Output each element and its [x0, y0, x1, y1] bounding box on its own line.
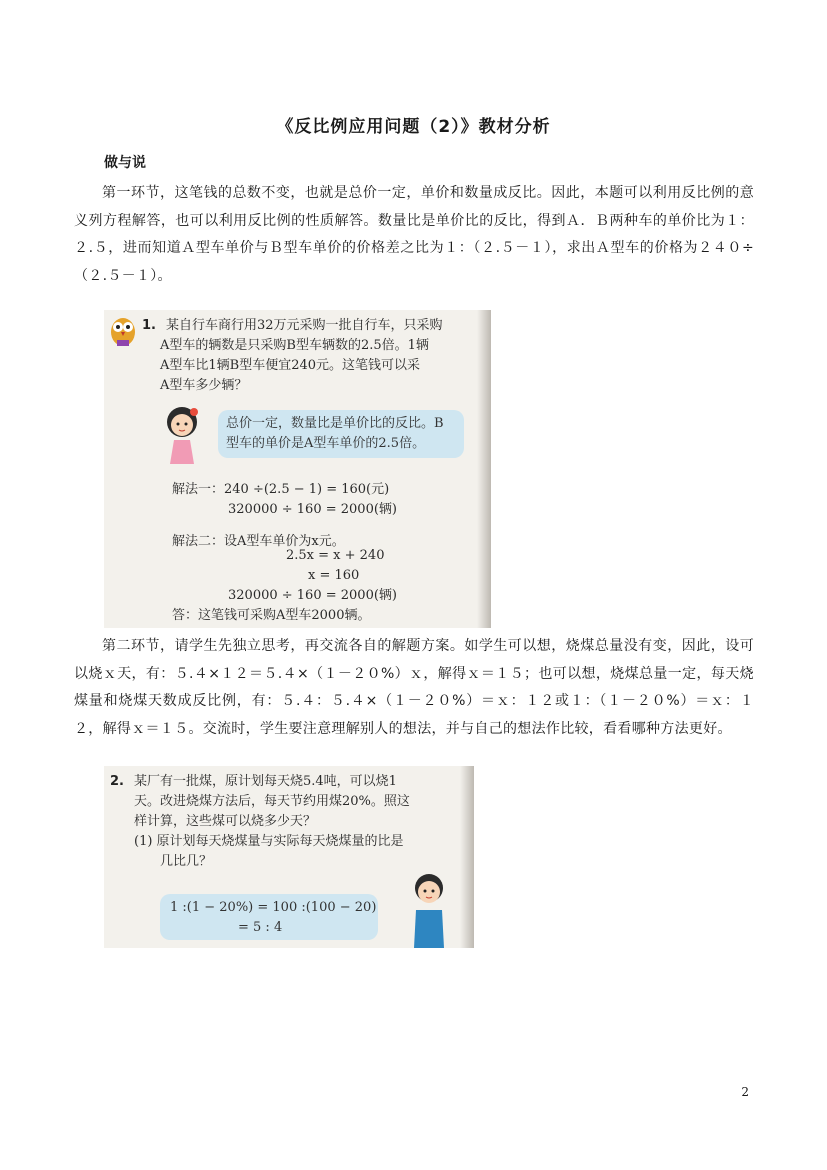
problem-2-line: 几比几？: [160, 854, 213, 869]
speech-bubble-1: [218, 410, 464, 458]
method-2-line: x = 160: [308, 568, 360, 583]
girl-figure-icon: [154, 402, 210, 468]
method-2-line: 解法二：设A型车单价为x元。: [172, 534, 345, 549]
bubble-2-line: 1 :(1 − 20%) = 100 :(100 − 20): [170, 900, 377, 915]
problem-2-line: 样计算，这些煤可以烧多少天？: [134, 814, 317, 829]
page-fold-shadow: [477, 310, 491, 628]
paragraph-2: 第二环节，请学生先独立思考，再交流各自的解题方案。如学生可以想，烧煤总量没有变，因此，设可以烧ｘ天，有：５.４×１２＝５.４×（１－２０%）ｘ，解得ｘ＝１５；也可以想，烧煤总量一定，每天烧煤量和烧煤天数成反比例，有：５.４：５.４×（１－２０%）＝ｘ：１２或１：（１－２０%）＝ｘ：１２，解得ｘ＝１５。交流时，学生要注意理解别人的想法，并与自己的想法作比较，看看哪种方法更好。: [74, 638, 754, 737]
page-number: 2: [741, 1085, 749, 1099]
owl-mascot-icon: [108, 314, 138, 348]
bubble-1-line: 型车的单价是A型车单价的2.5倍。: [226, 436, 426, 451]
problem-1-line: A型车比1辆B型车便宜240元。这笔钱可以采: [160, 358, 421, 373]
page-fold-shadow: [460, 766, 474, 948]
method-1-line: 解法一：240 ÷(2.5 − 1) = 160(元): [172, 482, 390, 497]
paragraph-1: 第一环节，这笔钱的总数不变，也就是总价一定，单价和数量成反比。因此，本题可以利用反比例的意义列方程解答，也可以利用反比例的性质解答。数量比是单价比的反比，得到Ａ．Ｂ两种车的单价比为１：２.５，进而知道Ａ型车单价与Ｂ型车单价的价格差之比为１：（２.５－１），求出Ａ型车的价格为２４０÷（２.５－１）。: [74, 185, 754, 284]
bubble-2-line: = 5 : 4: [238, 920, 283, 935]
problem-2-line: 某厂有一批煤，原计划每天烧5.4吨，可以烧1: [134, 774, 397, 789]
problem-1-number: 1.: [142, 318, 156, 333]
problem-2-number: 2.: [110, 774, 124, 789]
problem-1-line: 某自行车商行用32万元采购一批自行车，只采购: [166, 318, 443, 333]
answer-line: 答：这笔钱可采购A型车2000辆。: [172, 608, 371, 623]
problem-1-line: A型车的辆数是只采购B型车辆数的2.5倍。1辆: [160, 338, 429, 353]
document-title: 《反比例应用问题（2）》教材分析: [276, 117, 551, 137]
textbook-image-problem-2: [104, 766, 474, 948]
problem-2-line: (1) 原计划每天烧煤量与实际每天烧煤量的比是: [134, 834, 404, 849]
section-heading: 做与说: [104, 155, 146, 171]
method-2-line: 2.5x = x + 240: [286, 548, 385, 563]
problem-1-line: A型车多少辆？: [160, 378, 248, 393]
method-2-line: 320000 ÷ 160 = 2000(辆): [228, 588, 397, 603]
speech-bubble-2: [160, 894, 378, 940]
boy-figure-icon: [404, 870, 454, 948]
problem-2-line: 天。改进烧煤方法后，每天节约用煤20%。照这: [134, 794, 410, 809]
textbook-image-problem-1: [104, 310, 491, 628]
bubble-1-line: 总价一定，数量比是单价比的反比。B: [226, 416, 444, 431]
method-1-line: 320000 ÷ 160 = 2000(辆): [228, 502, 397, 517]
